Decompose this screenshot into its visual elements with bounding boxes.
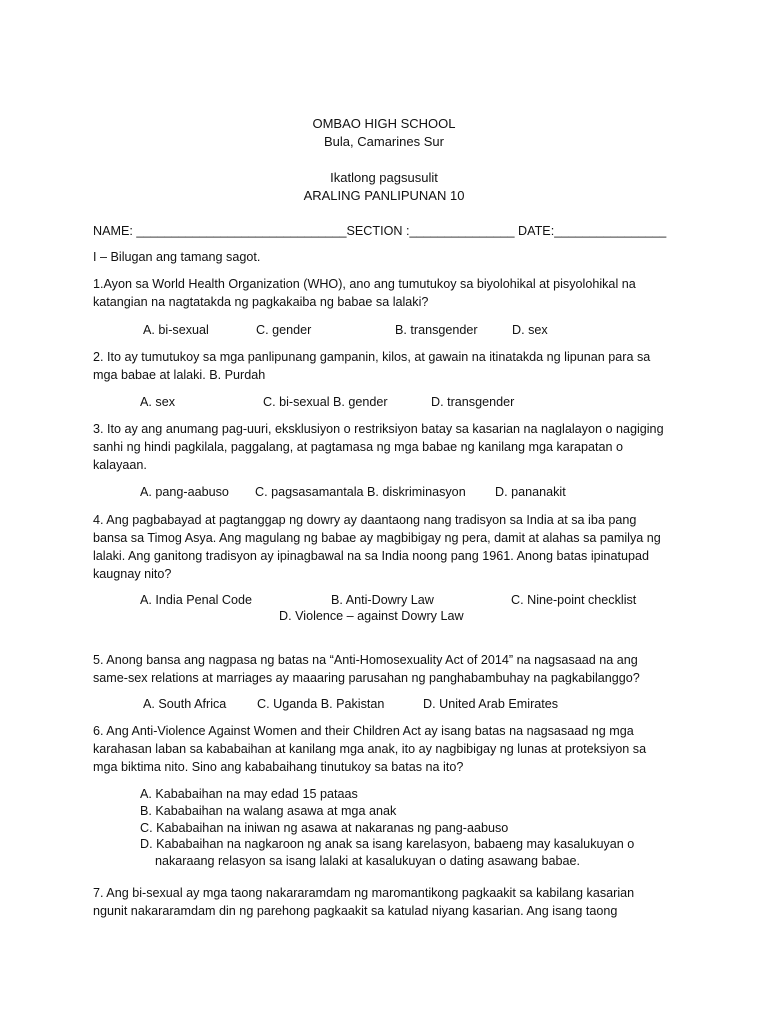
question-3-line-2: sanhi ng hindi pagkilala, paggalang, at pagtamasa ng mga babae ng kanilang mga karapatan o	[93, 440, 624, 454]
question-2-line-1: 2. Ito ay tumutukoy sa mga panlipunang gampanin, kilos, at gawain na itinatakda ng lipunan para sa	[93, 350, 651, 364]
question-4-line-1: 4. Ang pagbabayad at pagtanggap ng dowry ay daantaong nang tradisyon sa India at sa iba pang	[93, 513, 637, 527]
question-1-choice-c[interactable]: C. gender	[256, 323, 312, 337]
question-3-choice-d[interactable]: D. pananakit	[495, 485, 566, 499]
question-1-line-1: 1.Ayon sa World Health Organization (WHO), ano ang tumutukoy sa biyolohikal at pisyolohikal na	[93, 277, 636, 291]
question-4-line-4: kaugnay nito?	[93, 567, 172, 581]
question-7-line-2: ngunit nakararamdam din ng parehong pagkaakit sa katulad niyang kasarian. Ang isang taong	[93, 904, 618, 918]
question-1-choice-b[interactable]: B. transgender	[395, 323, 478, 337]
exam-title: Ikatlong pagsusulit	[330, 170, 438, 185]
question-5-choice-a[interactable]: A. South Africa	[143, 697, 227, 711]
name-section-date-line: NAME: ______________________________SECTION :_______________ DATE:________________	[93, 224, 667, 238]
question-4-choice-d[interactable]: D. Violence – against Dowry Law	[279, 609, 464, 623]
question-4-choice-a[interactable]: A. India Penal Code	[140, 593, 253, 607]
question-3-line-1: 3. Ito ay ang anumang pag-uuri, eksklusiyon o restriksiyon batay sa kasarian na naglalayon o nagiging	[93, 422, 664, 436]
question-1-choice-d[interactable]: D. sex	[512, 323, 548, 337]
question-6-choice-d-cont: nakaraang relasyon sa isang lalaki at kasalukuyan o dating asawang babae.	[155, 854, 580, 868]
question-3-line-3: kalayaan.	[93, 458, 147, 472]
question-6-line-3: mga biktima nito. Sino ang kababaihang tinutukoy sa batas na ito?	[93, 760, 464, 774]
question-4-line-3: lalaki. Ang ganitong tradisyon ay ipinagbawal na sa India noong pang 1961. Anong batas ipinatupad	[93, 549, 649, 563]
question-4-choice-c[interactable]: C. Nine-point checklist	[511, 593, 637, 607]
question-7-line-1: 7. Ang bi-sexual ay mga taong nakararamdam ng maromantikong pagkaakit sa kabilang kasarian	[93, 886, 635, 900]
question-4-line-2: bansa sa Timog Asya. Ang magulang ng babae ay magbibigay ng pera, damit at alahas sa pamilya ng	[93, 531, 661, 545]
question-2-choice-d[interactable]: D. transgender	[431, 395, 515, 409]
question-6-choice-b[interactable]: B. Kababaihan na walang asawa at mga anak	[140, 804, 397, 818]
question-5-line-1: 5. Anong bansa ang nagpasa ng batas na “Anti-Homosexuality Act of 2014” na nagsasaad na ang	[93, 653, 638, 667]
question-5-choice-cb[interactable]: C. Uganda B. Pakistan	[257, 697, 385, 711]
question-6-choice-d[interactable]: D. Kababaihan na nagkaroon ng anak sa isang karelasyon, babaeng may kasalukuyan o	[140, 837, 635, 851]
question-5-choice-d[interactable]: D. United Arab Emirates	[423, 697, 559, 711]
question-2-choice-cb[interactable]: C. bi-sexual B. gender	[263, 395, 388, 409]
school-name: OMBAO HIGH SCHOOL	[312, 116, 456, 131]
subject-title: ARALING PANLIPUNAN 10	[303, 188, 465, 203]
question-3-choice-cb[interactable]: C. pagsasamantala B. diskriminasyon	[255, 485, 466, 499]
question-1-line-2: katangian na nagtatakda ng pagkakaiba ng babae sa lalaki?	[93, 295, 429, 309]
instruction: I – Bilugan ang tamang sagot.	[93, 250, 261, 264]
question-6-choice-c[interactable]: C. Kababaihan na iniwan ng asawa at nakaranas ng pang-aabuso	[140, 821, 509, 835]
question-1-choice-a[interactable]: A. bi-sexual	[143, 323, 209, 337]
question-2-line-2: mga babae at lalaki. B. Purdah	[93, 368, 266, 382]
question-5-line-2: same-sex relations at marriages ay maaaring parusahan ng panghabambuhay na pagkabilanggo?	[93, 671, 640, 685]
question-6-line-2: karahasan laban sa kababaihan at kanilang mga anak, ito ay nagbibigay ng lunas at proteksiyon sa	[93, 742, 647, 756]
school-location: Bula, Camarines Sur	[324, 134, 444, 149]
question-4-choice-b[interactable]: B. Anti-Dowry Law	[331, 593, 434, 607]
question-6-line-1: 6. Ang Anti-Violence Against Women and their Children Act ay isang batas na nagsasaad ng mga	[93, 724, 634, 738]
question-6-choice-a[interactable]: A. Kababaihan na may edad 15 pataas	[140, 787, 358, 801]
question-2-choice-a[interactable]: A. sex	[140, 395, 175, 409]
question-3-choice-a[interactable]: A. pang-aabuso	[140, 485, 229, 499]
